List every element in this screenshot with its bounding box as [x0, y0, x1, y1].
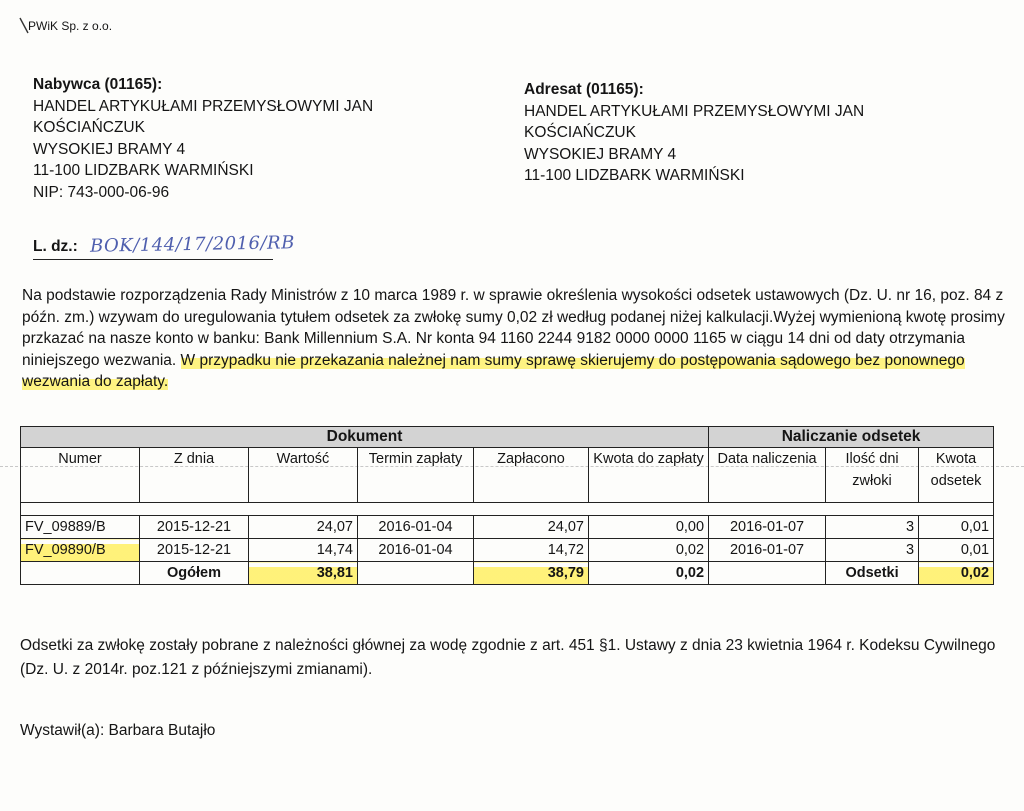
cell-amount-due: 0,00 [589, 516, 709, 539]
addressee-block [524, 79, 864, 187]
total-paid: 38,79 [474, 562, 589, 585]
demand-paragraph [22, 285, 1007, 393]
cell-amount-due: 0,02 [589, 539, 709, 562]
highlighted-warning: W przypadku nie przekazania należnej nam sumy sprawę skierujemy do postępowania sądowego bez ponownego wezwania do zapłaty. [22, 351, 965, 390]
total-label: Ogółem [140, 562, 249, 585]
total-empty [709, 562, 826, 585]
total-value: 38,81 [249, 562, 358, 585]
table-spacer [21, 503, 994, 516]
buyer-line-1: HANDEL ARTYKUŁAMI PRZEMYSŁOWYMI JAN [33, 97, 374, 115]
cell-paid: 14,72 [474, 539, 589, 562]
col-termin: Termin zapłaty [358, 448, 474, 503]
addressee-heading: Adresat (01165): [524, 81, 644, 98]
cell-number: FV_09890/B [21, 539, 140, 562]
cell-value: 24,07 [249, 516, 358, 539]
table-row [21, 516, 994, 539]
issuer-signature: Wystawił(a): Barbara Butajło [20, 722, 216, 739]
col-ilosc-dni: Ilość dni zwłoki [826, 448, 919, 503]
interest-table [20, 426, 994, 585]
col-zaplacono: Zapłacono [474, 448, 589, 503]
buyer-nip: NIP: 743-000-06-96 [33, 183, 170, 201]
cell-interest: 0,01 [919, 539, 994, 562]
buyer-block [33, 74, 373, 203]
buyer-line-2: KOŚCIAŃCZUK [33, 119, 145, 136]
col-wartosc: Wartość [249, 448, 358, 503]
cell-value: 14,74 [249, 539, 358, 562]
addressee-line-3: WYSOKIEJ BRAMY 4 [524, 145, 677, 163]
cell-calc-date: 2016-01-07 [709, 516, 826, 539]
interest-total: 0,02 [919, 562, 994, 585]
col-data-naliczenia: Data naliczenia [709, 448, 826, 503]
cell-due-date: 2016-01-04 [358, 539, 474, 562]
addressee-line-2: KOŚCIAŃCZUK [524, 124, 636, 141]
reference-underline [33, 259, 273, 260]
total-due: 0,02 [589, 562, 709, 585]
col-numer: Numer [21, 448, 140, 503]
reference-handwritten-number: BOK/144/17/2016/RB [89, 232, 296, 257]
buyer-heading: Nabywca (01165): [33, 76, 163, 93]
table-row [21, 539, 994, 562]
reference-label: L. dz.: [33, 238, 78, 255]
demand-text: Na podstawie rozporządzenia Rady Ministrów z 10 marca 1989 r. w sprawie określenia wysokości odsetek ustawowych (Dz. U. nr 16, poz. 84 z późn. zm.) wzywam do uregulowania tytułem odsetek za zwłokę sumy 0,02 zł według podanej niżej kalkulacji.Wyżej wymienioną kwotę prosimy przkazać na nasze konto w banku: Bank Millennium S.A. Nr konta 94 1160 2244 9182 0000 0000 1165 w ciągu 14 dni od daty otrzymania niniejszego wezwania. [22, 287, 1005, 369]
cell-paid: 24,07 [474, 516, 589, 539]
col-z-dnia: Z dnia [140, 448, 249, 503]
table-group-header [21, 427, 994, 448]
cell-number: FV_09889/B [21, 516, 140, 539]
table-total-row [21, 562, 994, 585]
cell-date: 2015-12-21 [140, 516, 249, 539]
addressee-line-1: HANDEL ARTYKUŁAMI PRZEMYSŁOWYMI JAN [524, 102, 865, 120]
cell-due-date: 2016-01-04 [358, 516, 474, 539]
group-interest: Naliczanie odsetek [709, 427, 994, 448]
cell-calc-date: 2016-01-07 [709, 539, 826, 562]
cell-days-late: 3 [826, 539, 919, 562]
buyer-line-3: WYSOKIEJ BRAMY 4 [33, 140, 186, 158]
buyer-line-4: 11-100 LIDZBARK WARMIŃSKI [33, 162, 254, 179]
cell-interest: 0,01 [919, 516, 994, 539]
col-kwota-odsetek: Kwota odsetek [919, 448, 994, 503]
col-kwota-do-zaplaty: Kwota do zapłaty [589, 448, 709, 503]
cell-days-late: 3 [826, 516, 919, 539]
company-name: PWiK Sp. z o.o. [28, 19, 113, 33]
table-column-header [21, 448, 994, 503]
total-empty [358, 562, 474, 585]
legal-basis-paragraph: Odsetki za zwłokę zostały pobrane z należności głównej za wodę zgodnie z art. 451 §1. Ustawy z dnia 23 kwietnia 1964 r. Kodeksu Cywilnego (Dz. U. z 2014r. poz.121 z późniejszymi zmianami). [20, 637, 996, 678]
addressee-line-4: 11-100 LIDZBARK WARMIŃSKI [524, 167, 745, 184]
interest-label: Odsetki [826, 562, 919, 585]
total-empty [21, 562, 140, 585]
cell-date: 2015-12-21 [140, 539, 249, 562]
group-document: Dokument [21, 427, 709, 448]
